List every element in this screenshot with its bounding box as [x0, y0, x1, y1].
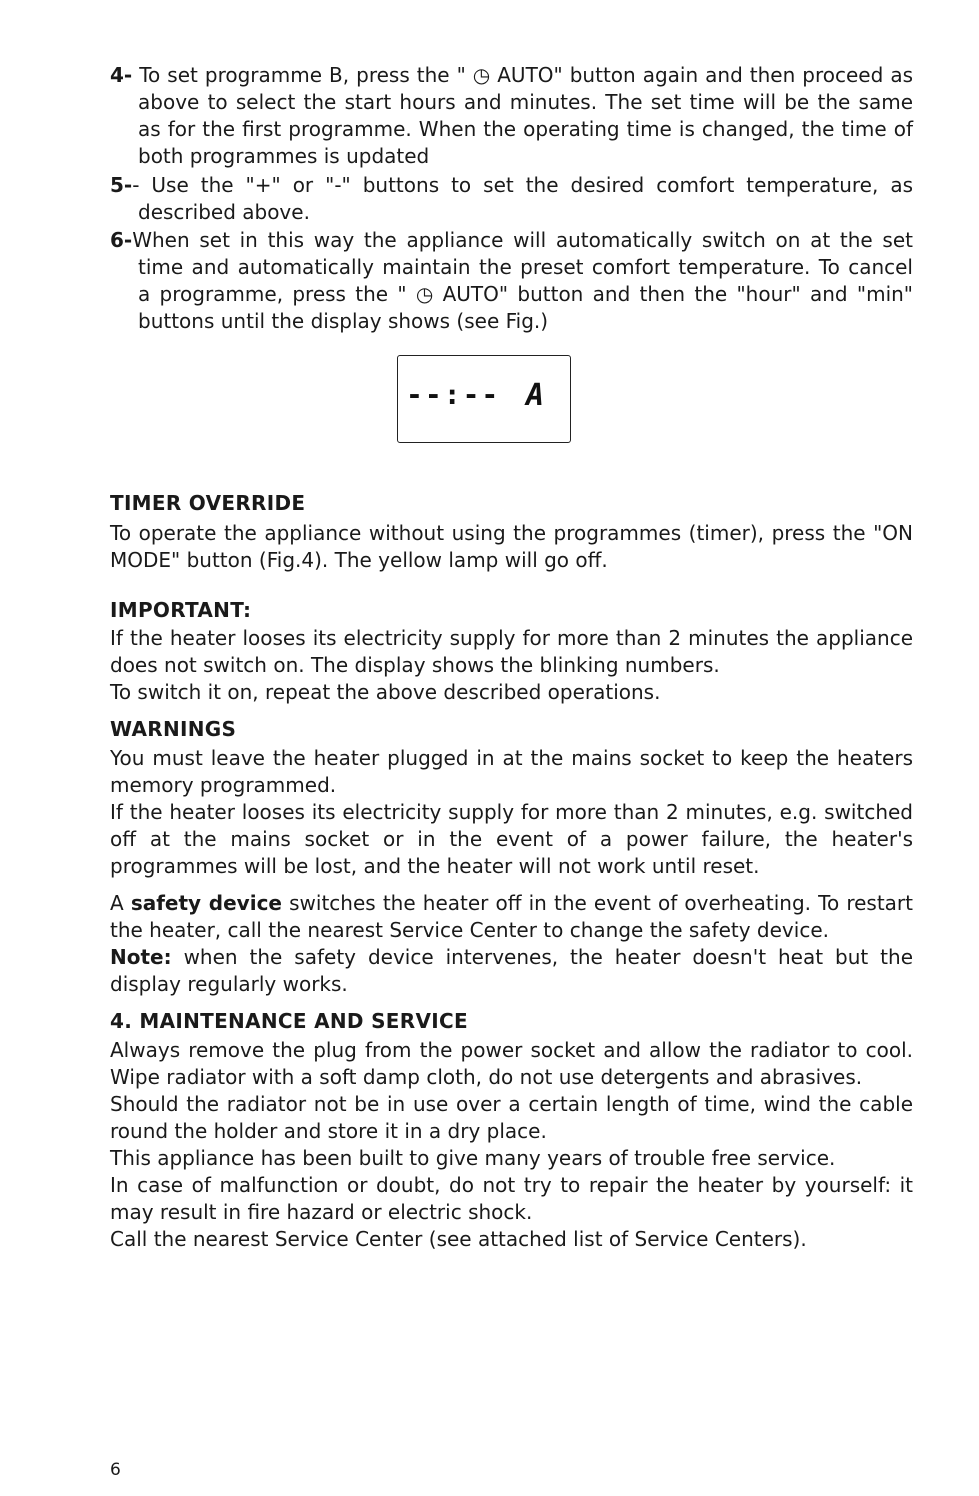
paragraph: You must leave the heater plugged in at the mains socket to keep the heaters memory programmed.	[110, 746, 913, 797]
maintenance-heading: 4. MAINTENANCE AND SERVICE	[110, 1009, 468, 1033]
step-5	[110, 172, 913, 226]
step-text: When set in this way the appliance will automatically switch on at the set time and automatically maintain the preset comfort temperature. To cancel a programme, press the " ◷ AUTO" button and then the "hour" and "min" buttons until the display shows (see Fig.)	[132, 228, 913, 333]
paragraph: To switch it on, repeat the above described operations.	[110, 680, 661, 704]
step-text: To set programme B, press the " ◷ AUTO" button again and then proceed as above to select the start hours and minutes. The set time will be the same as for the first programme. When the operating time is changed, the time of both programmes is updated	[138, 63, 913, 168]
step-4	[110, 62, 913, 170]
timer-override-heading: TIMER OVERRIDE	[110, 491, 306, 515]
maintenance-text	[110, 1037, 913, 1253]
paragraph: To operate the appliance without using the programmes (timer), press the "ON MODE" button (Fig.4). The yellow lamp will go off.	[110, 521, 913, 572]
step-number: 6-	[110, 228, 133, 252]
display-time: --:--	[406, 378, 501, 411]
step-number: 4-	[110, 63, 133, 87]
safety-prefix: A	[110, 891, 124, 915]
paragraph: Should the radiator not be in use over a certain length of time, wind the cable round the holder and store it in a dry place.	[110, 1092, 913, 1143]
paragraph: In case of malfunction or doubt, do not try to repair the heater by yourself: it may result in fire hazard or electric shock.	[110, 1173, 913, 1224]
warnings-text	[110, 745, 913, 998]
page-number: 6	[110, 1460, 121, 1480]
paragraph: This appliance has been built to give many years of trouble free service.	[110, 1146, 836, 1170]
note-text: when the safety device intervenes, the heater doesn't heat but the display regularly works.	[110, 945, 914, 996]
warnings-heading: WARNINGS	[110, 717, 237, 741]
step-6	[110, 227, 913, 335]
safety-paragraph	[110, 890, 913, 944]
paragraph: Always remove the plug from the power socket and allow the radiator to cool. Wipe radiator with a soft damp cloth, do not use detergents and abrasives.	[110, 1038, 913, 1089]
step-number: 5-	[110, 173, 133, 197]
display-figure	[397, 355, 571, 443]
safety-text: switches the heater off in the event of overheating. To restart the heater, call the nearest Service Center to change the safety device.	[110, 891, 913, 942]
timer-override-text	[110, 520, 913, 574]
paragraph: Call the nearest Service Center (see attached list of Service Centers).	[110, 1227, 807, 1251]
step-text: - Use the "+" or "-" buttons to set the desired comfort temperature, as described above.	[132, 173, 913, 224]
paragraph: If the heater looses its electricity supply for more than 2 minutes the appliance does not switch on. The display shows the blinking numbers.	[110, 626, 913, 677]
important-heading: IMPORTANT:	[110, 598, 252, 622]
note-label: Note:	[110, 945, 172, 969]
note-paragraph	[110, 944, 913, 998]
important-text	[110, 625, 913, 706]
display-program: A	[526, 378, 545, 413]
paragraph: If the heater looses its electricity supply for more than 2 minutes, e.g. switched off at the mains socket or in the event of a power failure, the heater's programmes will be lost, and the heater will not work until reset.	[110, 800, 913, 878]
safety-bold: safety device	[130, 891, 282, 915]
